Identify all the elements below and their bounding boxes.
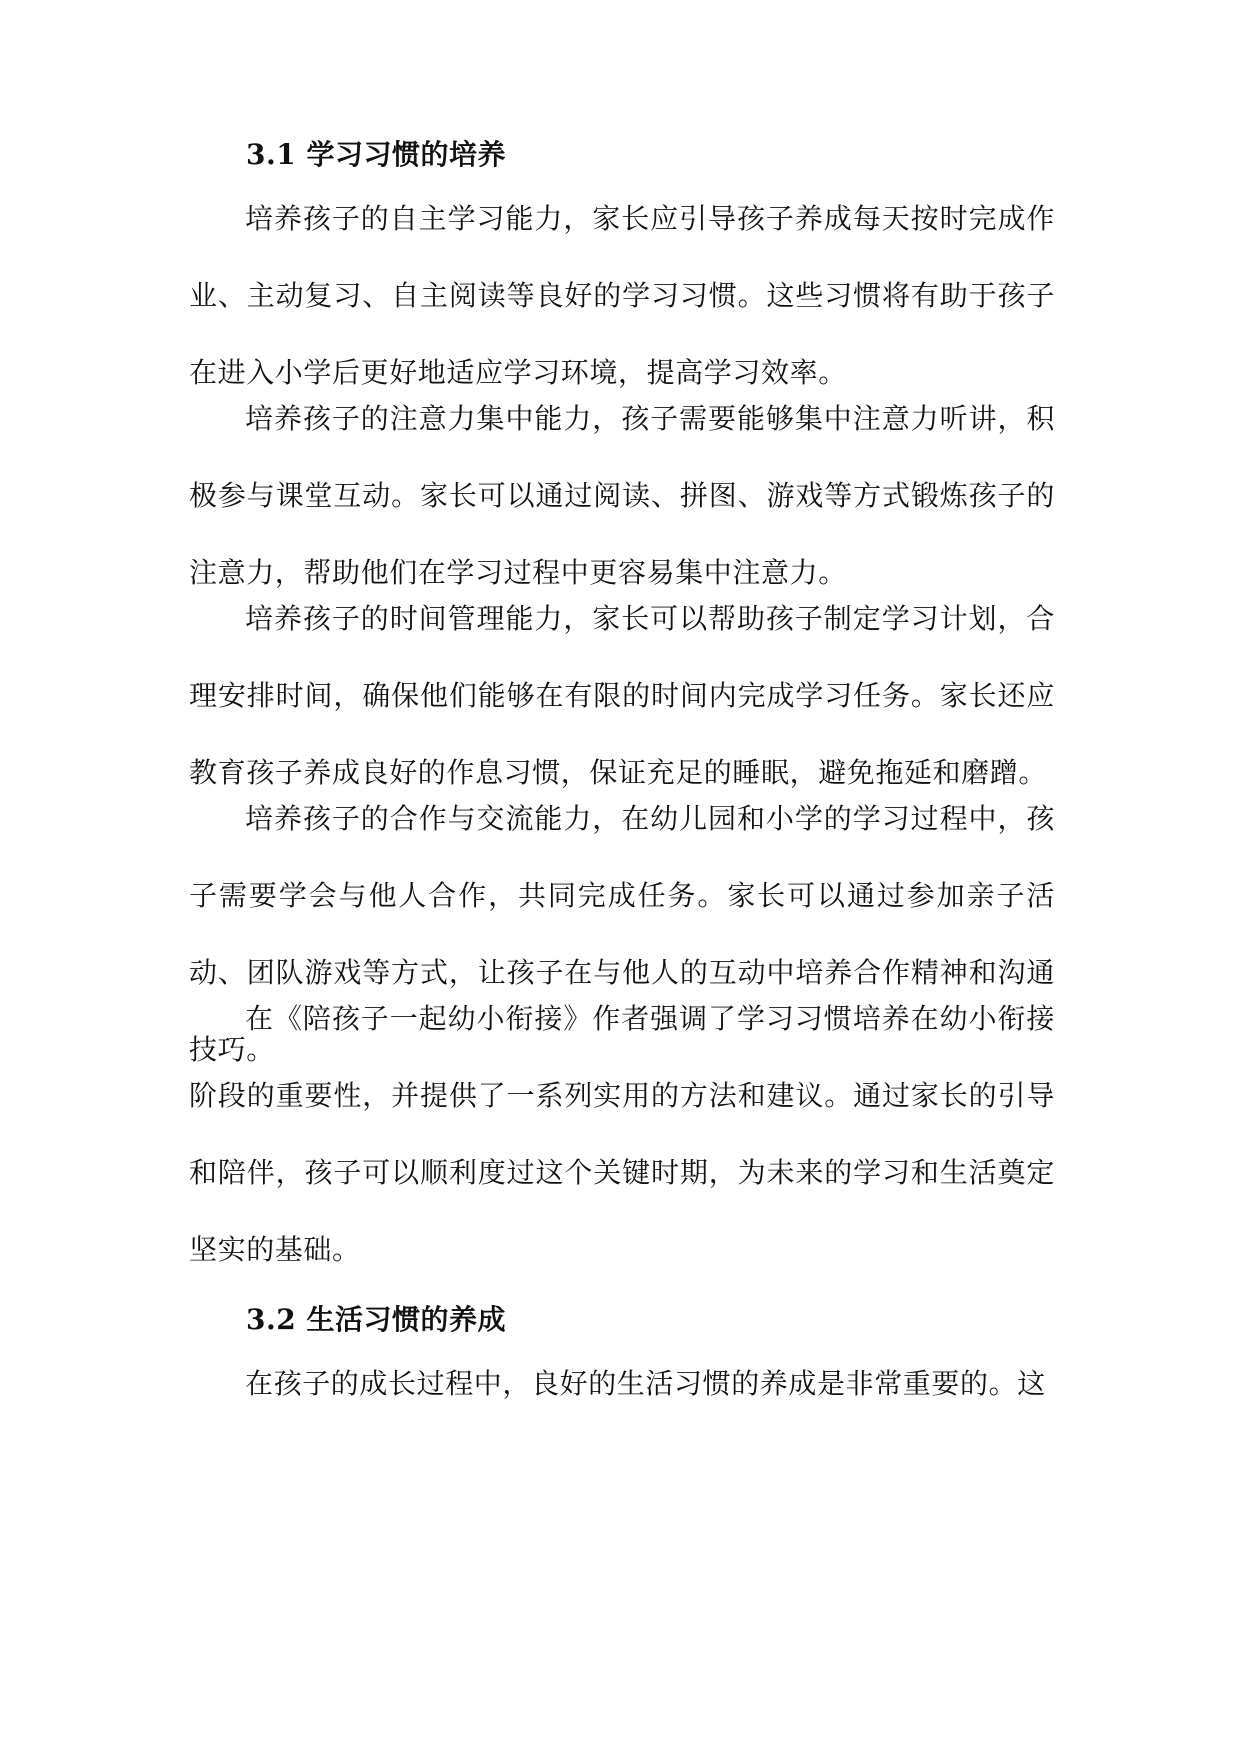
- paragraph-6: 在孩子的成长过程中，良好的生活习惯的养成是非常重要的。这: [245, 1367, 1046, 1400]
- paragraph-2: 培养孩子的注意力集中能力，孩子需要能够集中注意力听讲，积极参与课堂互动。家长可以通过阅读、拼图、游戏等方式锻炼孩子的注意力，帮助他们在学习过程中更容易集中注意力。: [189, 402, 1055, 589]
- paragraph-1: 培养孩子的自主学习能力，家长应引导孩子养成每天按时完成作业、主动复习、自主阅读等良好的学习习惯。这些习惯将有助于孩子在进入小学后更好地适应学习环境，提高学习效率。: [189, 202, 1055, 389]
- paragraph-4: 培养孩子的合作与交流能力，在幼儿园和小学的学习过程中，孩子需要学会与他人合作，共同完成任务。家长可以通过参加亲子活动、团队游戏等方式，让孩子在与他人的互动中培养合作精神和沟通技巧。: [189, 802, 1055, 1066]
- paragraph-5: 在《陪孩子一起幼小衔接》作者强调了学习习惯培养在幼小衔接阶段的重要性，并提供了一系列实用的方法和建议。通过家长的引导和陪伴，孩子可以顺利度过这个关键时期，为未来的学习和生活奠定坚实的基础。: [189, 1002, 1055, 1266]
- section-heading-3-2: 3.2 生活习惯的养成: [246, 1303, 506, 1336]
- paragraph-3: 培养孩子的时间管理能力，家长可以帮助孩子制定学习计划，合理安排时间，确保他们能够在有限的时间内完成学习任务。家长还应教育孩子养成良好的作息习惯，保证充足的睡眠，避免拖延和磨蹭。: [189, 602, 1055, 789]
- section-heading-3-1: 3.1 学习习惯的培养: [246, 138, 506, 171]
